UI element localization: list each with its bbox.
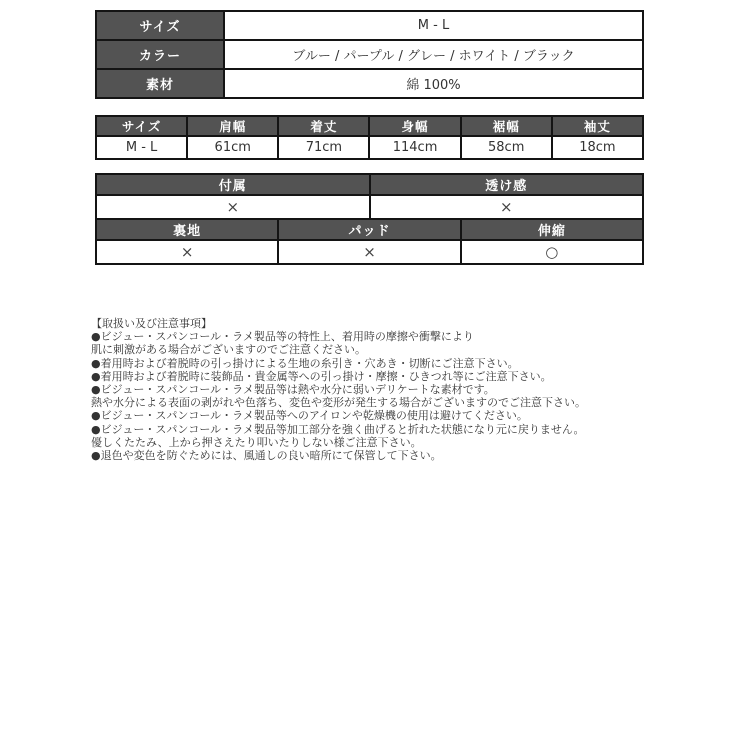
table-row xyxy=(96,11,643,40)
sheerness-header: 透け感 xyxy=(370,174,644,195)
color-value: ブルー / パープル / グレー / ホワイト / ブラック xyxy=(224,40,643,69)
col-header-size: サイズ xyxy=(96,116,187,136)
material-value: 綿 100% xyxy=(224,69,643,98)
table-row xyxy=(96,69,643,98)
note-line: 優しくたたみ、上から押さえたり叩いたりしない様ご注意下さい。 xyxy=(91,435,422,449)
note-line: ●ビジュー・スパンコール・ラメ製品等は熱や水分に弱いデリケートな素材です。 xyxy=(91,383,495,397)
stretch-header: 伸縮 xyxy=(461,219,643,240)
shoulder-cell: 61cm xyxy=(187,136,278,159)
note-line: ●退色や変色を防ぐためには、風通しの良い暗所にて保管して下さい。 xyxy=(91,449,442,463)
col-header-sleeve: 袖丈 xyxy=(552,116,643,136)
size-value: M - L xyxy=(224,11,643,40)
sleeve-cell: 18cm xyxy=(552,136,643,159)
width-cell: 114cm xyxy=(369,136,460,159)
note-line: 肌に刺激がある場合がございますのでご注意ください。 xyxy=(91,343,366,357)
lining-value: × xyxy=(96,240,278,264)
table-row xyxy=(96,195,643,219)
table-row xyxy=(96,40,643,69)
measurements-table xyxy=(95,115,644,160)
note-line: ●着用時および着脱時の引っ掛けによる生地の糸引き・穴あき・切断にご注意下さい。 xyxy=(91,356,519,370)
feature-table-top xyxy=(95,173,644,220)
note-line: ●着用時および着脱時に装飾品・貴金属等への引っ掛け・摩擦・ひきつれ等にご注意下さい。 xyxy=(91,369,552,383)
table-header-row xyxy=(96,219,643,240)
hem-cell: 58cm xyxy=(461,136,552,159)
pad-value: × xyxy=(278,240,460,264)
size-cell: M - L xyxy=(96,136,187,159)
note-line: ●ビジュー・スパンコール・ラメ製品等加工部分を強く曲げると折れた状態になり元に戻りません。 xyxy=(91,422,585,436)
feature-table-bottom xyxy=(95,218,644,265)
col-header-width: 身幅 xyxy=(369,116,460,136)
basic-info-table xyxy=(95,10,644,99)
note-line: ●ビジュー・スパンコール・ラメ製品等の特性上、着用時の摩擦や衝撃により xyxy=(91,330,474,344)
table-header-row xyxy=(96,116,643,136)
table-row xyxy=(96,136,643,159)
accessory-header: 付属 xyxy=(96,174,370,195)
col-header-shoulder: 肩幅 xyxy=(187,116,278,136)
handling-notes xyxy=(91,317,666,462)
size-label: サイズ xyxy=(96,11,224,40)
spec-tables xyxy=(95,10,644,265)
table-row xyxy=(96,240,643,264)
sheerness-value: × xyxy=(370,195,644,219)
material-label: 素材 xyxy=(96,69,224,98)
table-header-row xyxy=(96,174,643,195)
length-cell: 71cm xyxy=(278,136,369,159)
color-label: カラー xyxy=(96,40,224,69)
col-header-hem: 裾幅 xyxy=(461,116,552,136)
pad-header: パッド xyxy=(278,219,460,240)
handling-notes-title: 【取扱い及び注意事項】 xyxy=(91,317,212,330)
accessory-value: × xyxy=(96,195,370,219)
lining-header: 裏地 xyxy=(96,219,278,240)
note-line: ●ビジュー・スパンコール・ラメ製品等へのアイロンや乾燥機の使用は避けてください。 xyxy=(91,409,528,423)
col-header-length: 着丈 xyxy=(278,116,369,136)
note-line: 熱や水分による表面の剥がれや色落ち、変色や変形が発生する場合がございますのでご注意下さい。 xyxy=(91,396,586,410)
stretch-value: ○ xyxy=(461,240,643,264)
